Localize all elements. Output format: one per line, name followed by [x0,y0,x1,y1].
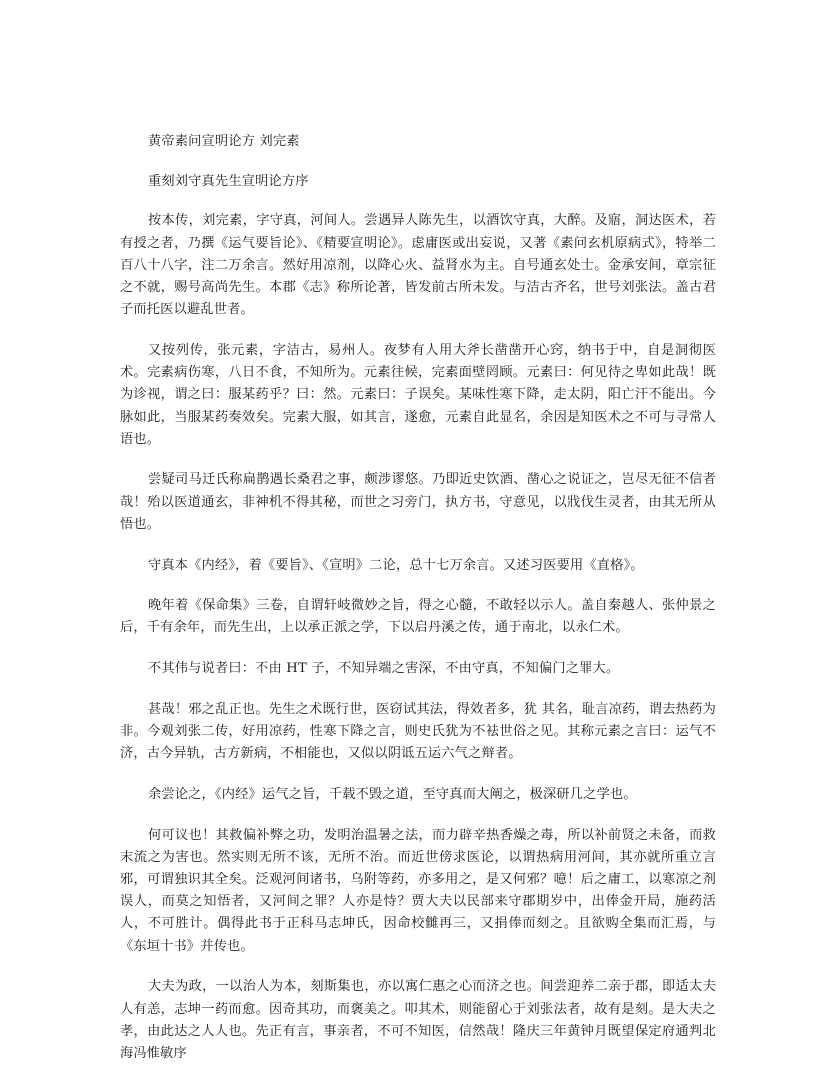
document-subtitle: 重刻刘守真先生宣明论方序 [148,173,309,189]
paragraph-10: 大夫为政，一以治人为本，刻斯集也，亦以寓仁惠之心而济之也。间尝迎养二亲于郡，即适太夫人有恙，志坤一药而愈。因奇其功，而褒美之。叩其术，则能留心于刘张法者，故有是刻。是大夫之孝，由此达之人人也。先正有言，事亲者，不可不知医，信然哉！隆庆三年黄钟月既望保定府通判北海冯惟敏序 [120,979,716,1061]
paragraph-4: 守真本《内经》，着《要旨》、《宣明》二论，总十七万余言。又述习医要用《直格》。 [148,557,644,573]
paragraph-7: 甚哉！邪之乱正也。先生之术既行世，医窃试其法，得效者多，犹 其名，耻言凉药，谓去热药为非。今观刘张二传，好用凉药，性寒下降之言，则史氏犹为不袪世俗之见。其称元素之言曰：运气不济，古今异轨，古方新病，不相能也，又似以阴诋五运六气之辩者。 [120,701,716,762]
paragraph-8: 余尝论之，《内经》运气之旨，千载不毁之道，至守真而大阐之，极深研几之学也。 [148,786,637,802]
paragraph-6: 不其伟与说者曰：不由 HT 子，不知异端之害深，不由守真，不知偏门之罪大。 [148,661,620,677]
paragraph-5: 晚年着《保命集》三卷，自谓轩岐微妙之旨，得之心髓，不敢轻以示人。盖自秦越人、张仲景之后，千有余年，而先生出，上以承正派之学，下以启丹溪之传，通于南北，以永仁术。 [120,598,716,636]
document-title: 黄帝素问宣明论方 刘完素 [148,134,300,149]
paragraph-3: 尝疑司马迁氏称扁鹊遇长桑君之事，颇涉谬悠。乃即近史饮酒、凿心之说证之，岂尽无征不信者哉！殆以医道通玄，非神机不得其秘，而世之习旁门，执方书，守意见，以戕伐生灵者，由其无所从悟也。 [120,472,716,532]
document-page [120,131,716,1084]
paragraph-2: 又按列传，张元素，字洁古，易州人。夜梦有人用大斧长凿凿开心窍，纳书于中，自是洞彻医术。完素病伤寒，八日不食，不知所为。元素往候，完素面壁罔顾。元素曰：何见待之卑如此哉！既为诊视，谓之曰：服某药乎？曰：然。元素曰：子误矣。某味性寒下降，走太阴，阳亡汗不能出。今脉如此，当服某药奏效矣。完素大服，如其言，遂愈，元素自此显名，余因是知医术之不可与寻常人语也。 [120,342,716,447]
paragraph-1: 按本传，刘完素，字守真，河间人。尝遇异人陈先生，以酒饮守真，大醉。及寤，洞达医术，若有授之者，乃撰《运气要旨论》、《精要宣明论》。虑庸医或出妄说，又著《素问玄机原病式》，特举二百八十八字，注二万余言。然好用凉剂，以降心火、益肾水为主。自号通玄处士。金承安间，章宗征之不就，赐号高尚先生。本郡《志》称所论著，皆发前古所未发。与洁古齐名，世号刘张法。盖古君子而托医以避乱世者。 [120,213,716,318]
paragraph-9: 何可议也！其救偏补弊之功，发明治温暑之法，而力辟辛热香燥之毒，所以补前贤之未备，而救末流之为害也。然实则无所不该，无所不治。而近世傍求医论，以谓热病用河间，其亦就所重立言邪，可谓独识其全矣。泛观河间诸书，乌附等药，亦多用之，是又何邪？噫！后之庸工，以寒凉之剂误人，而莫之知悟者，又河间之罪？人亦是恃？贾大夫以民部来守郡期岁中，出俸金开局，施药活人，不可胜计。偶得此书于正科马志坤氏，因命校雠再三，又捐俸而刻之。且欲购全集而汇焉，与《东垣十书》并传也。 [120,827,716,954]
